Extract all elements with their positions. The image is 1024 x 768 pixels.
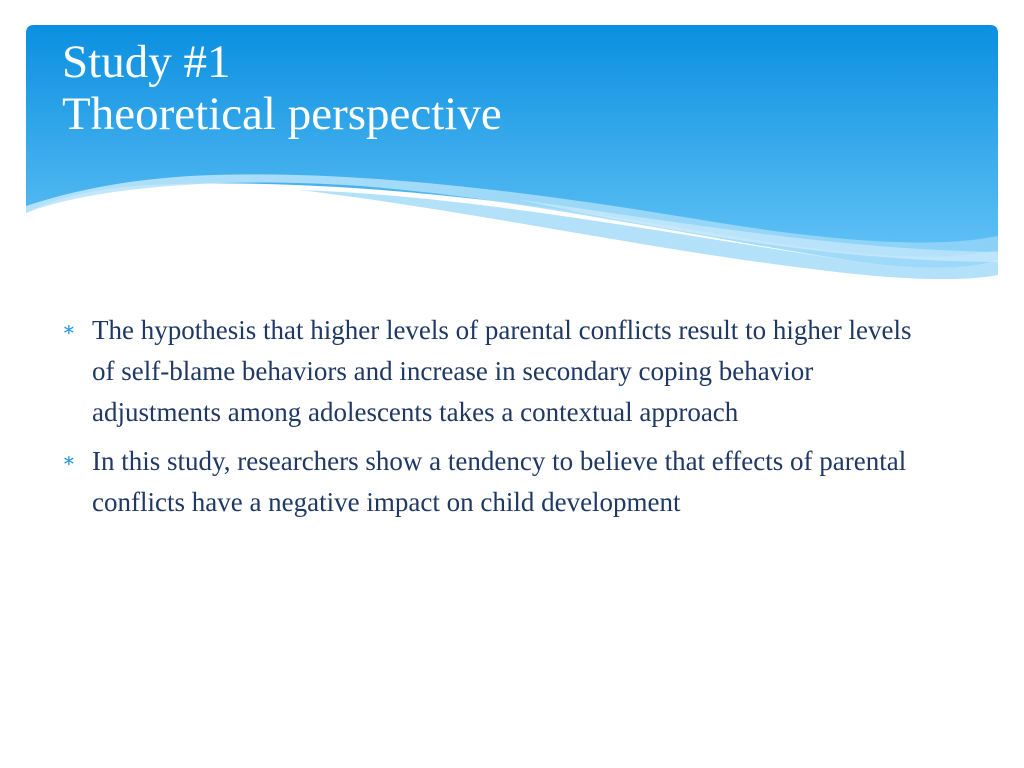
bullet-text: The hypothesis that higher levels of parental conflicts result to higher levels of self-blame behaviors and increase in secondary coping behavior adjustments among adolescents takes a contextual approach <box>92 315 912 427</box>
bullet-text: In this study, researchers show a tendency to believe that effects of parental conflicts have a negative impact on child development <box>92 446 907 517</box>
bullet-item <box>62 310 922 433</box>
bullet-item <box>62 441 922 523</box>
asterisk-bullet-icon: ∗ <box>62 450 76 472</box>
slide-title <box>62 36 502 140</box>
slide-title-line-2: Theoretical perspective <box>62 88 502 140</box>
slide-title-line-1: Study #1 <box>62 36 231 88</box>
asterisk-bullet-icon: ∗ <box>62 319 76 341</box>
bullet-list <box>62 310 922 531</box>
